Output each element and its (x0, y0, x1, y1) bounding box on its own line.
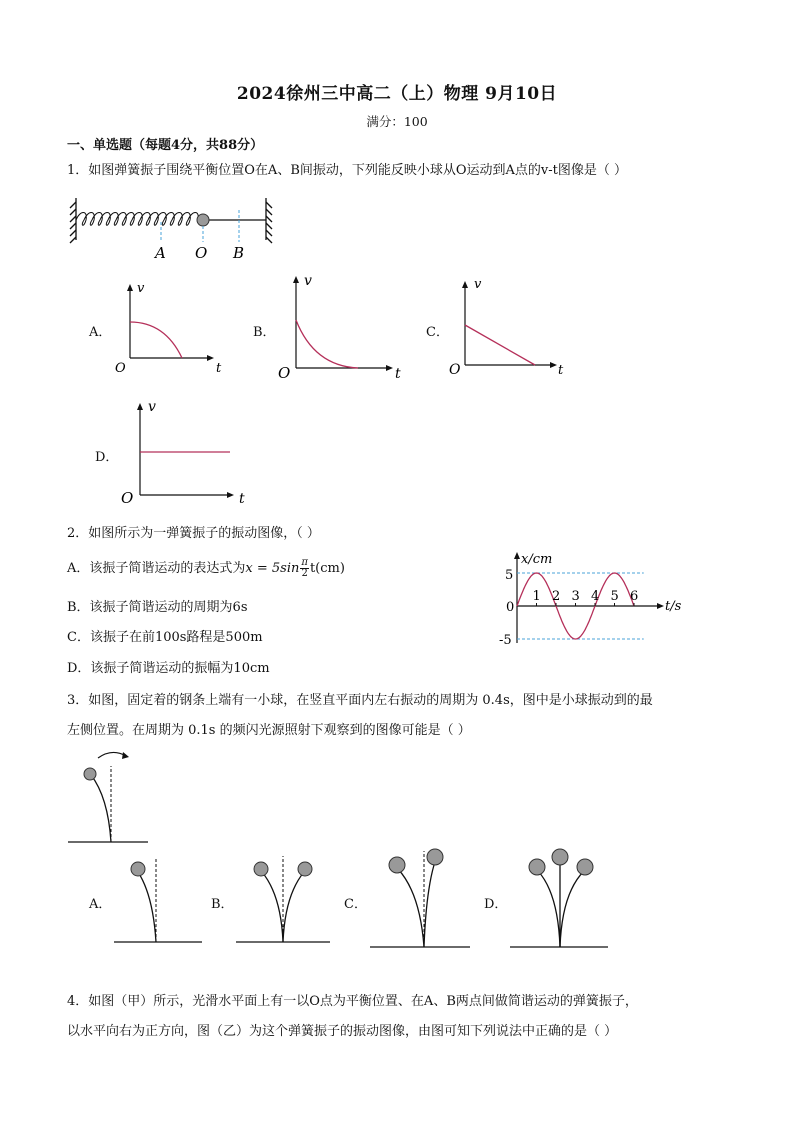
label-o: O (195, 244, 208, 262)
x-tick-label-1: 1 (532, 589, 541, 604)
q2-option-d[interactable]: D．该振子简谐运动的振幅为10cm (67, 661, 270, 676)
q3-reference-figure (66, 742, 156, 847)
q1-option-c-graph[interactable] (445, 275, 570, 380)
svg-text:t: t (216, 361, 222, 376)
q1-option-d-graph[interactable] (118, 395, 253, 507)
q3-option-a-label[interactable]: A． (89, 897, 112, 912)
q2-option-a-expr-left: x = 5sin (245, 561, 300, 576)
q2-option-a-expr-right: t(cm) (309, 561, 345, 576)
q1-spring-figure (66, 192, 286, 264)
left-wall (70, 198, 76, 243)
q3-stem-line2: 左侧位置。在周期为 0.1s 的频闪光源照射下观察到的图像可能是（ ） (67, 723, 471, 738)
svg-text:t: t (239, 491, 245, 507)
svg-text:t: t (395, 366, 401, 382)
q3-stem-line1: 3．如图，固定着的钢条上端有一小球，在竖直平面内左右振动的周期为 0.4s，图中是小球振动到的最 (67, 693, 653, 708)
q1-option-b-label[interactable]: B． (253, 325, 276, 340)
q1-stem: 1．如图弹簧振子围绕平衡位置O在A、B间振动，下列能反映小球从O运动到A点的v-t图像是（ ） (67, 163, 628, 178)
page-title: 2024徐州三中高二（上）物理 9月10日 (236, 84, 558, 104)
svg-text:O: O (278, 364, 291, 382)
q1-option-b-graph[interactable] (274, 270, 409, 382)
q3-option-c-figure[interactable] (368, 843, 473, 951)
frac-denominator: 2 (301, 568, 308, 579)
q3-option-b-label[interactable]: B． (211, 897, 234, 912)
x-tick-label-5: 5 (610, 589, 619, 604)
right-wall (266, 198, 272, 243)
x-tick-label-2: 2 (552, 589, 561, 604)
y-axis-label: x/cm (521, 552, 553, 567)
q3-option-a-figure[interactable] (112, 850, 207, 948)
svg-text:O: O (121, 489, 134, 507)
label-b: B (233, 244, 245, 262)
q1-option-a-label[interactable]: A． (89, 325, 112, 340)
svg-text:O: O (115, 361, 126, 376)
svg-text:t: t (558, 363, 564, 378)
y-axis-arrow (514, 552, 520, 559)
q2-option-a-prefix: A．该振子简谐运动的表达式为 (67, 561, 246, 576)
svg-text:O: O (449, 362, 461, 378)
q2-option-b[interactable]: B．该振子简谐运动的周期为6s (67, 600, 248, 615)
y-tick-5: 5 (505, 568, 514, 583)
svg-text:v: v (304, 273, 312, 289)
full-score: 满分：100 (366, 114, 428, 129)
y-tick-neg5: -5 (499, 633, 512, 648)
q3-option-d-figure[interactable] (508, 843, 613, 951)
svg-text:v: v (148, 399, 156, 415)
label-a: A (155, 244, 166, 262)
x-axis-arrow (657, 603, 664, 609)
ball (197, 214, 209, 226)
q3-option-b-figure[interactable] (234, 850, 334, 948)
section-heading: 一、单选题（每题4分，共88分） (67, 138, 264, 153)
q4-stem-line1: 4．如图（甲）所示，光滑水平面上有一以O点为平衡位置、在A、B两点间做简谐运动的弹簧振子， (67, 994, 638, 1009)
origin-label: 0 (506, 600, 515, 615)
q2-vibration-graph (495, 545, 695, 655)
spring-coil (76, 213, 198, 226)
q2-option-a[interactable] (67, 557, 345, 579)
frac-numerator: π (301, 557, 308, 568)
q1-option-c-label[interactable]: C． (426, 325, 449, 340)
x-axis-label: t/s (665, 599, 682, 614)
x-tick-label-4: 4 (591, 589, 600, 604)
q2-stem: 2．如图所示为一弹簧振子的振动图像，（ ） (67, 526, 320, 541)
svg-text:v: v (474, 277, 482, 292)
x-tick-label-6: 6 (630, 589, 639, 604)
q3-option-c-label[interactable]: C． (344, 897, 367, 912)
q3-option-d-label[interactable]: D． (484, 897, 508, 912)
q1-option-a-graph[interactable] (110, 280, 230, 375)
q2-option-c[interactable]: C．该振子在前100s路程是500m (67, 630, 263, 645)
q1-option-d-label[interactable]: D． (95, 450, 119, 465)
q4-stem-line2: 以水平向右为正方向，图（乙）为这个弹簧振子的振动图像，由图可知下列说法中正确的是（ ） (67, 1024, 618, 1039)
x-tick-label-3: 3 (571, 589, 580, 604)
q2-option-a-fraction (300, 558, 309, 579)
svg-text:v: v (137, 281, 145, 296)
